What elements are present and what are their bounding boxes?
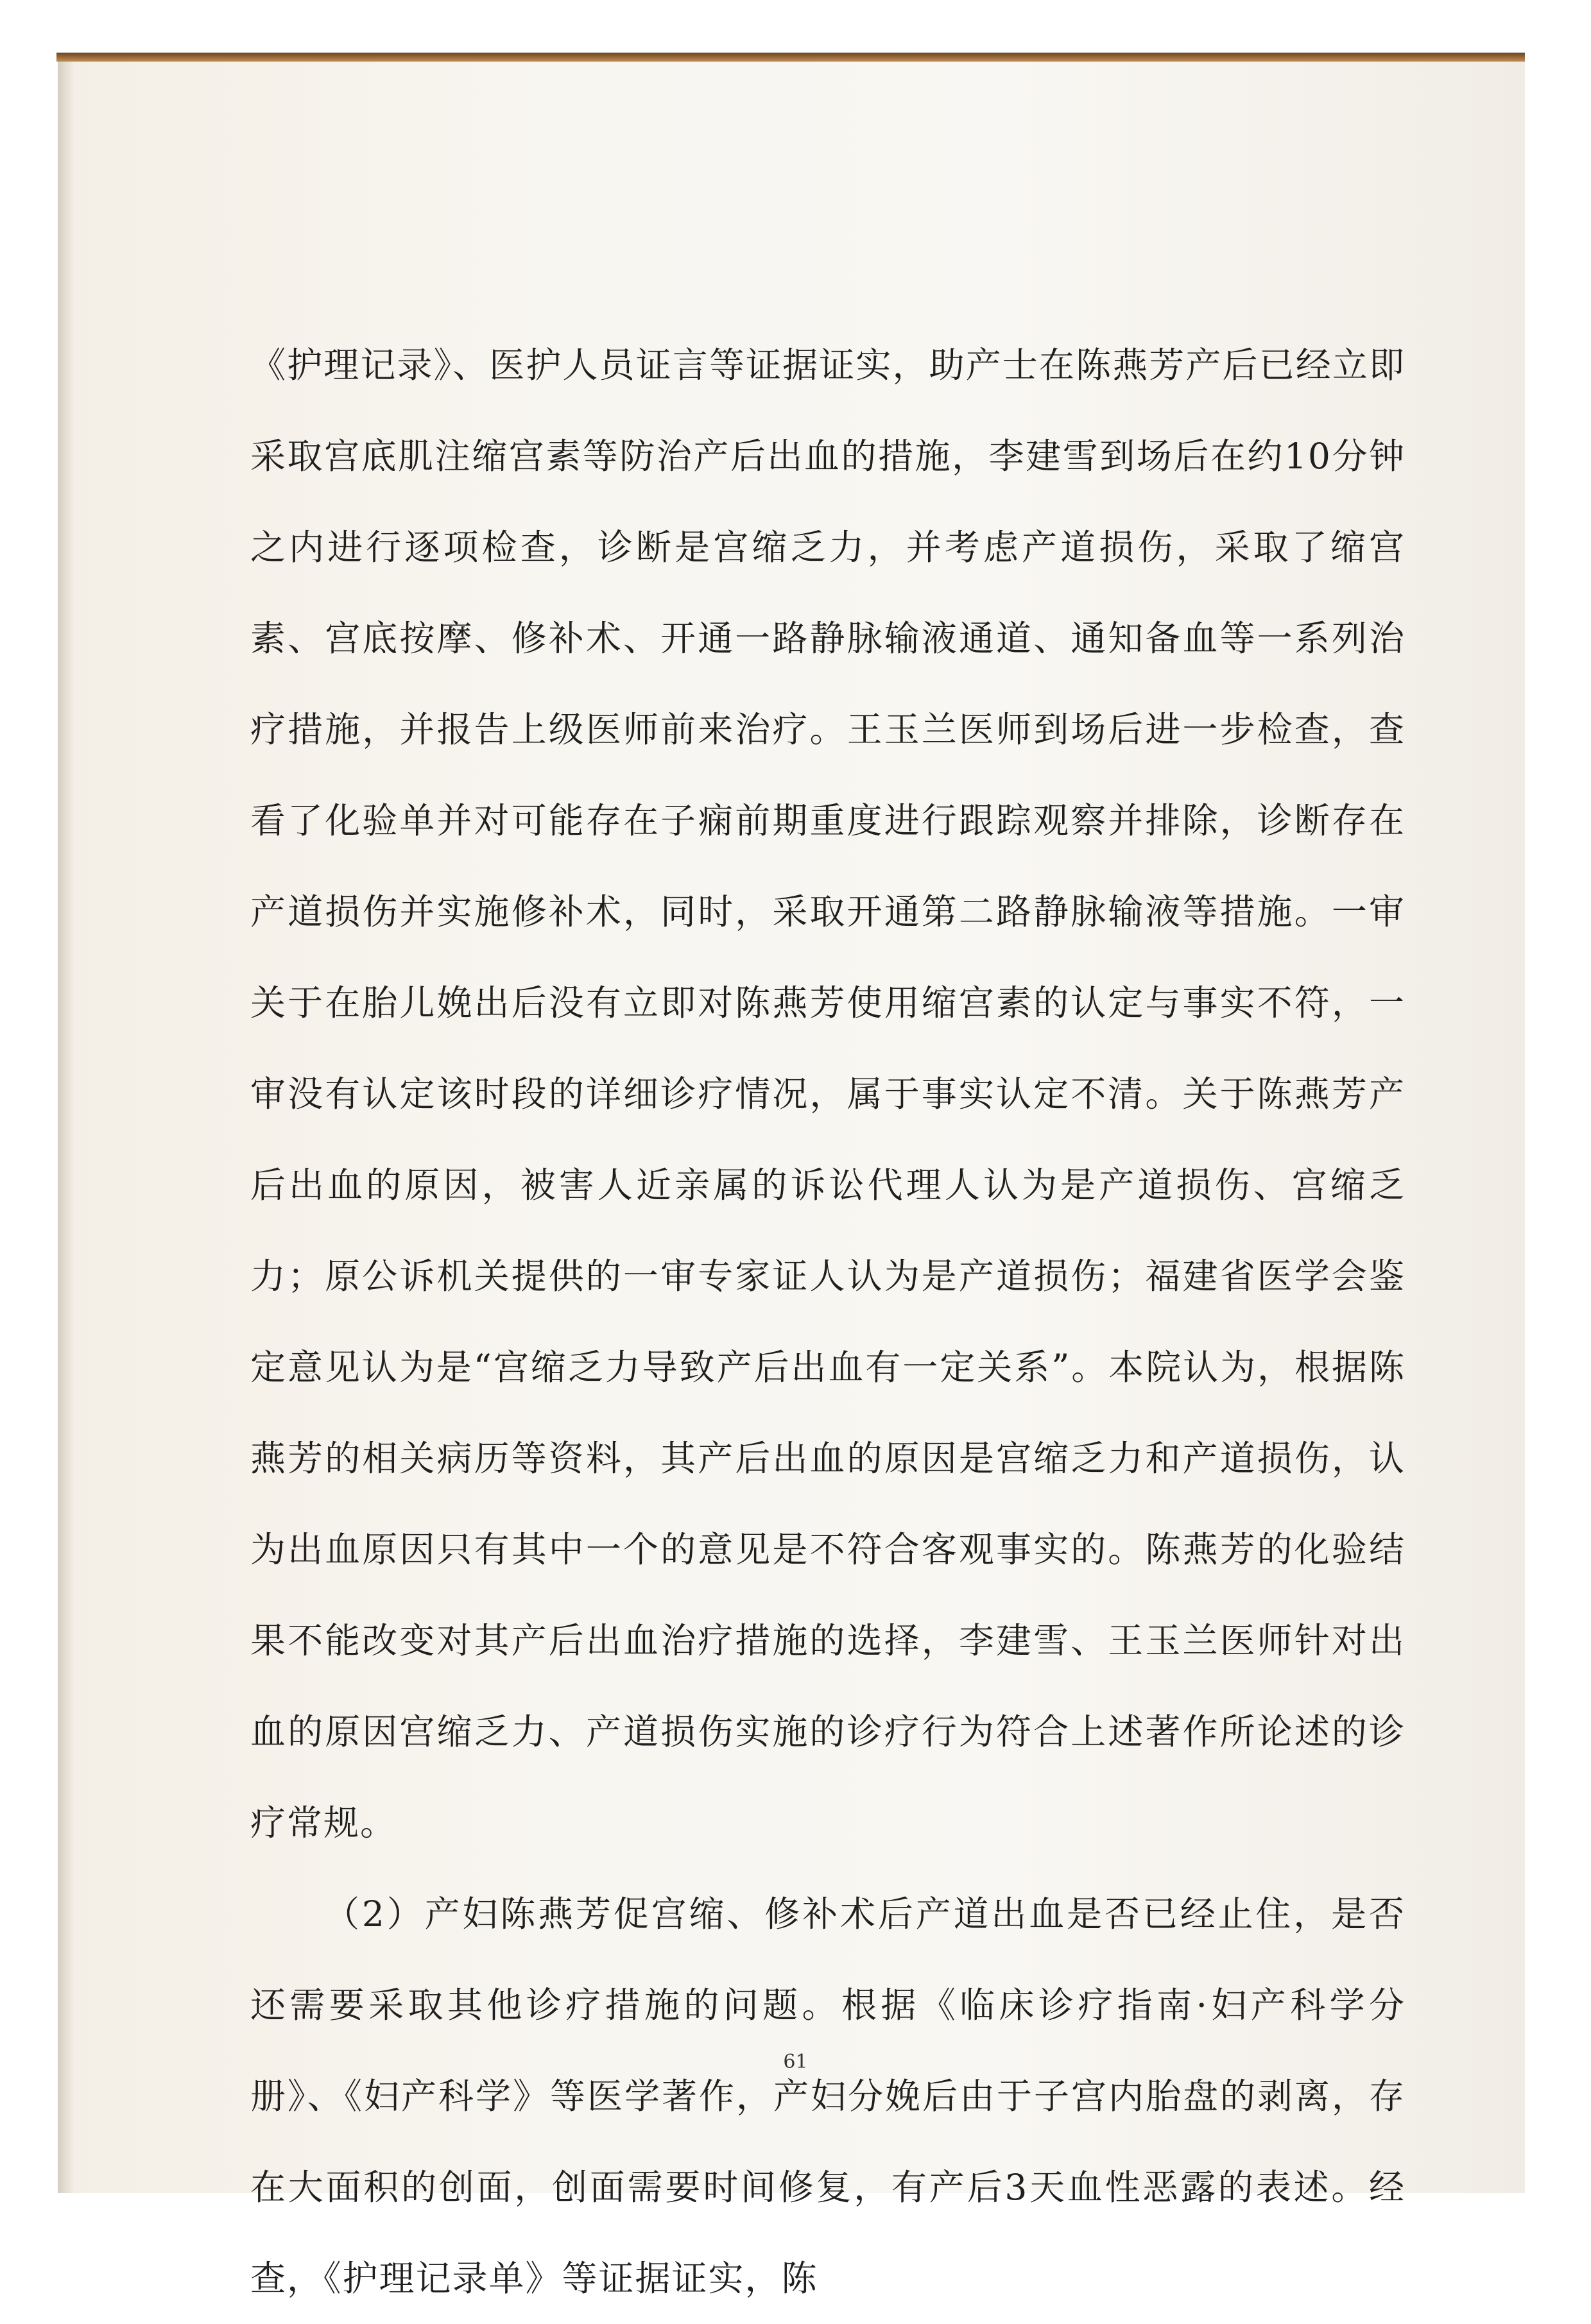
page-top-edge bbox=[56, 53, 1525, 62]
paragraph-2: （2）产妇陈燕芳促宫缩、修补术后产道出血是否已经止住，是否还需要采取其他诊疗措施的问题。根据《临床诊疗指南·妇产科学分册》、《妇产科学》等医学著作，产妇分娩后由于子宫内胎盘的剥离，存在大面积的创面，创面需要时间修复，有产后3天血性恶露的表述。经查，《护理记录单》等证据证实，陈 bbox=[250, 1893, 1406, 2299]
paragraph-1: 《护理记录》、医护人员证言等证据证实，助产士在陈燕芳产后已经立即采取宫底肌注缩宫素等防治产后出血的措施，李建雪到场后在约10分钟之内进行逐项检查，诊断是宫缩乏力，并考虑产道损伤，采取了缩宫素、宫底按摩、修补术、开通一路静脉输液通道、通知备血等一系列治疗措施，并报告上级医师前来治疗。王玉兰医师到场后进一步检查，查看了化验单并对可能存在子痫前期重度进行跟踪观察并排除，诊断存在产道损伤并实施修补术，同时，采取开通第二路静脉输液等措施。一审关于在胎儿娩出后没有立即对陈燕芳使用缩宫素的认定与事实不符，一审没有认定该时段的详细诊疗情况，属于事实认定不清。关于陈燕芳产后出血的原因，被害人近亲属的诉讼代理人认为是产道损伤、宫缩乏力；原公诉机关提供的一审专家证人认为是产道损伤；福建省医学会鉴定意见认为是“宫缩乏力导致产后出血有一定关系”。本院认为，根据陈燕芳的相关病历等资料，其产后出血的原因是宫缩乏力和产道损伤，认为出血原因只有其中一个的意见是不符合客观事实的。陈燕芳的化验结果不能改变对其产后出血治疗措施的选择，李建雪、王玉兰医师针对出血的原因宫缩乏力、产道损伤实施的诊疗行为符合上述著作所论述的诊疗常规。 bbox=[250, 345, 1406, 1843]
document-body bbox=[250, 320, 1406, 2324]
page-number: 61 bbox=[783, 2051, 808, 2073]
page-binding-shadow bbox=[58, 62, 74, 2193]
